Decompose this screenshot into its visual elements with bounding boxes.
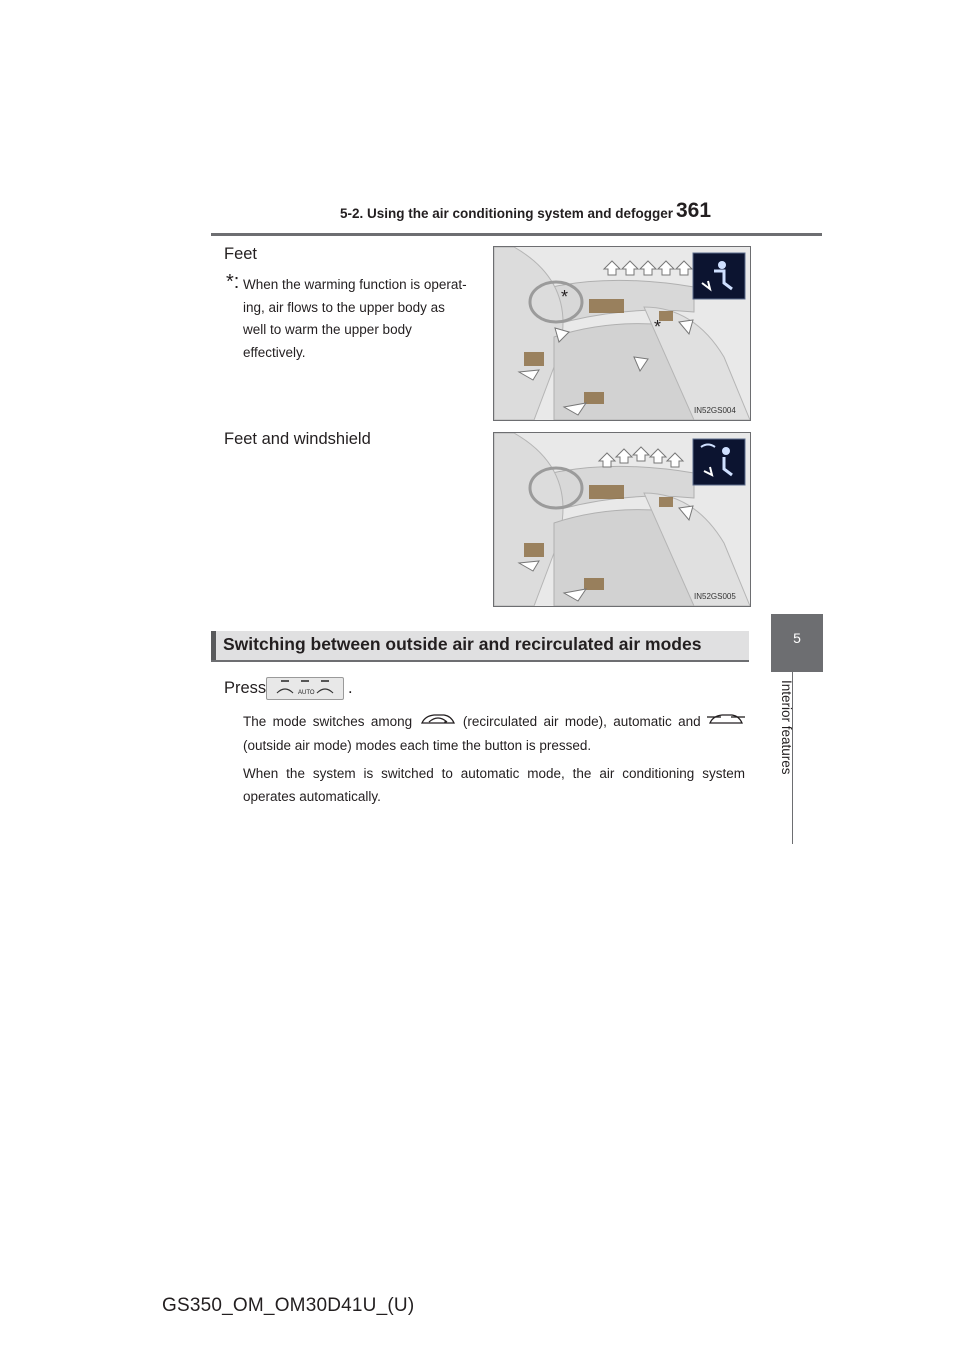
feet-windshield-illustration (494, 433, 750, 606)
chapter-number: 5 (793, 630, 801, 646)
feet-airflow-figure (493, 246, 751, 421)
header-rule (211, 233, 822, 236)
press-label: Press (224, 679, 267, 697)
air-intake-button-icons (267, 678, 343, 699)
outside-air-icon (707, 711, 745, 734)
figure-code-1: IN52GS004 (694, 406, 736, 415)
auto-mode-description: When the system is switched to automatic mode, the air conditioning system operates automatically. (243, 766, 745, 804)
asterisk-marker-2: * (654, 317, 662, 337)
recirculated-air-icon (419, 711, 457, 734)
press-period: . (348, 679, 353, 697)
air-intake-button-image (266, 677, 344, 700)
mode-description-part-2: (recirculated air mode), automatic and (462, 714, 701, 729)
note-text: When the warming function is operat-ing, air flows to the upper body as well to warm the upper body effectively. (243, 277, 467, 360)
mode-description (243, 710, 745, 757)
feet-label: Feet (224, 245, 258, 263)
feet-windshield-label: Feet and windshield (224, 430, 371, 448)
section-heading-bar (211, 631, 216, 660)
note-marker: *: (226, 271, 240, 293)
section-heading: Switching between outside air and recirculated air modes (223, 634, 702, 654)
feet-airflow-illustration (494, 247, 750, 420)
asterisk-marker-1: * (561, 287, 569, 307)
feet-windshield-figure (493, 432, 751, 607)
document-code: GS350_OM_OM30D41U_(U) (162, 1295, 415, 1316)
page-number: 361 (676, 199, 712, 222)
running-header: 5-2. Using the air conditioning system and defogger (340, 206, 674, 221)
section-heading-rule (211, 660, 749, 662)
button-auto-text: AUTO (298, 690, 315, 696)
mode-description-part-3: (outside air mode) modes each time the button is pressed. (243, 737, 592, 753)
chapter-label-container (770, 680, 792, 820)
chapter-label: Interior features (779, 680, 794, 775)
figure-code-2: IN52GS005 (694, 592, 736, 601)
mode-description-part-1: The mode switches among (243, 714, 413, 729)
